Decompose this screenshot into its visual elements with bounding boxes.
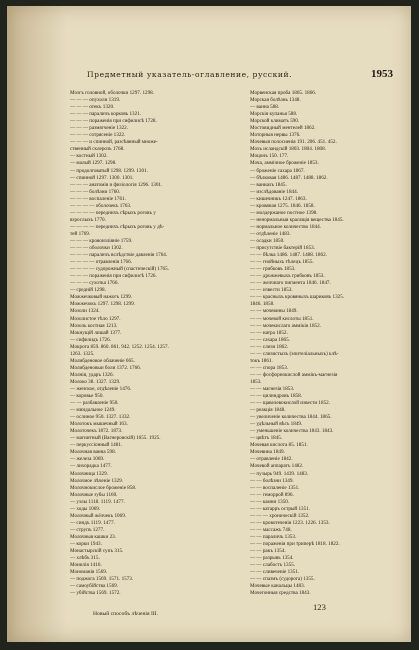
index-entry: — молдержаное постное 1398.	[250, 209, 318, 216]
index-entry: — кишечникъ 1247. 1863.	[250, 195, 307, 202]
index-entry: — поджога 1569. 1571. 1573.	[70, 576, 134, 583]
index-entry: — костный 1302.	[70, 153, 108, 160]
index-entry: — — извести 1853.	[250, 287, 293, 294]
index-entry: — — — — переднихъ сѣрыхъ роговъ у	[70, 209, 156, 216]
index-entry: Можжечковый нажогъ 1299.	[70, 294, 133, 301]
index-entry: — синдъ 1119. 1477.	[70, 519, 115, 526]
index-entry: — — — оболочки 1302.	[70, 245, 123, 252]
index-entry: — — мочевой кислоты 1851.	[250, 315, 314, 322]
index-entry: — коровье 950.	[70, 393, 104, 400]
index-entry: Морской климатъ 590.	[250, 118, 300, 125]
index-entry: — — сливеченіе 1351.	[250, 569, 300, 576]
index-entry: — — мочекислаго аммікія 1852.	[250, 322, 321, 329]
index-entry: — — — воспаленіе 1761.	[70, 195, 126, 202]
index-entry: — — — размягченіе 1322.	[70, 125, 128, 132]
index-entry: — — гнойныхъ тѣлецъ 1855.	[250, 259, 314, 266]
index-entry: Моторныя нервы 1376.	[250, 132, 301, 139]
index-entry: — — — и спинной, разсѣянный множе-	[70, 139, 158, 146]
index-entry: Мочевая кислота 85. 1851.	[250, 442, 308, 449]
index-entry: Морская болѣзнь 1348.	[250, 97, 301, 104]
index-entry: — — разрывъ 1354.	[250, 555, 294, 562]
index-entry: Мочевые канальцы 1483.	[250, 583, 305, 590]
index-entry: — — — сотрясеніе 1322.	[70, 132, 126, 139]
index-entry: — — кровотеченія 1223. 1226. 1353.	[250, 519, 330, 526]
index-entry: — ванна 588.	[250, 104, 280, 111]
index-entry: — хлѣбъ 315.	[70, 555, 100, 562]
index-entry: — — — отекъ 1320.	[70, 104, 115, 111]
index-entry: — — — параличъ корковъ 1321.	[70, 111, 142, 118]
index-entry: — спинной 1297. 1300. 1301.	[70, 174, 134, 181]
index-entry: — узлы 1118. 1119. 1477.	[70, 498, 125, 505]
page-header	[7, 68, 411, 84]
index-entry: — миндальное 1249.	[70, 407, 116, 414]
index-entry: — присутствіе бактерій 1853.	[250, 245, 315, 252]
index-entry: Мокнущій лишай 1377.	[70, 329, 122, 336]
index-entry: — — — — судорожный (спастическій) 1765.	[70, 266, 169, 273]
index-entry: — — — болѣзни 1760.	[70, 188, 121, 195]
index-entry: — — — опухоли 1319.	[70, 97, 121, 104]
index-entry: — — — параличъ вслѣдствіе давленія 1764.	[70, 252, 168, 259]
index-entry: — броженіе сахара 1867.	[250, 167, 305, 174]
index-entry: токъ 1861.	[250, 357, 273, 364]
index-entry: — — мочевины 1849.	[250, 308, 298, 315]
index-entry: — — — — переднихъ сѣрыхъ роговъ у дѣ-	[70, 223, 165, 230]
index-entry: — реакція 1848.	[250, 407, 286, 414]
index-entry: — — цилиндровъ 1858.	[250, 393, 302, 400]
index-entry: — перкуссіонный 1481.	[70, 442, 123, 449]
index-entry: Молоко 38. 1327. 1329.	[70, 378, 121, 385]
index-entry: — отравленіе 1842.	[250, 456, 293, 463]
index-entry: — — желчнаго пигмента 1846. 1847.	[250, 280, 331, 287]
index-entry: Морвенская проба 1865. 1866.	[250, 90, 317, 96]
index-entry: Мономанія 1569.	[70, 569, 108, 576]
index-entry: Моцонъ 150. 177.	[250, 153, 289, 160]
index-entry: — лихорадка 1477.	[70, 463, 112, 470]
index-entry: — — разбавленіе 950.	[70, 400, 119, 407]
index-entry: — — — пораженія при сифилисѣ 1728.	[70, 118, 157, 125]
index-entry: Мокрота 859. 860. 861. 942. 1252. 1254. 1257.	[70, 343, 169, 350]
index-entry: 1846. 1858.	[250, 301, 275, 308]
footer-page-number: 123	[313, 602, 326, 612]
index-entry: — пузырь 949. 1439. 1483.	[250, 470, 309, 477]
index-entry: — цвѣтъ 1845.	[250, 435, 283, 442]
index-entry: — — камни 1350.	[250, 498, 290, 505]
index-entry: — убійства 1569. 1572.	[70, 590, 121, 597]
index-entry: — железа 1069.	[70, 456, 105, 463]
index-entry: Молочнокислое броженіе 858.	[70, 484, 137, 491]
index-entry: — — бѣлка 1486. 1487. 1488. 1862.	[250, 252, 327, 259]
index-column-left	[70, 90, 238, 597]
book-page	[7, 6, 411, 642]
index-entry: — — дрожжевыхъ грибковъ 1853.	[250, 273, 325, 280]
index-entry: — — пораженія при триперѣ 1818. 1822.	[250, 541, 340, 547]
index-entry: — — — сухотка 1766.	[70, 280, 119, 287]
index-entry: 1853.	[250, 378, 262, 385]
index-entry: — — натра 1852.	[250, 329, 288, 336]
index-entry: — — спора 1853.	[250, 364, 289, 371]
index-entry: тей 1769.	[70, 230, 91, 237]
index-entry: — сифилидъ 1726.	[70, 336, 111, 343]
footer-signature: Новый способъ лѣченія III.	[93, 611, 158, 617]
index-entry: Мочевина 1849.	[250, 449, 285, 456]
index-entry: Моча, аммічное броженіе 1853.	[250, 160, 319, 167]
index-entry: — изслѣдованіе 1844.	[250, 188, 298, 195]
index-entry: — — спазмъ (судорога) 1355.	[250, 576, 315, 583]
index-entry: Мозоли 1324.	[70, 308, 100, 315]
index-entry: — — — — оболочекъ 1763.	[70, 202, 132, 209]
index-entry: Молотокъ мышечный 163.	[70, 421, 128, 428]
index-entry: — — — пораженія при сифилисѣ 1726.	[70, 273, 157, 280]
index-entry: — — слизи 1862.	[250, 343, 289, 350]
index-entry: Морскія купанья 588.	[250, 111, 298, 118]
index-entry: — средній 1298.	[70, 287, 106, 294]
index-entry: — — слабость 1355.	[250, 562, 296, 569]
index-entry: — магнитный (Вагнеровскій) 1655. 1925.	[70, 435, 161, 442]
index-entry: Мозгъ головной, оболочки 1297. 1298.	[70, 90, 155, 96]
index-entry: — кровяная 1275. 1846. 1858.	[250, 202, 315, 209]
index-column-right	[250, 90, 410, 597]
index-entry: — корки 1943.	[70, 541, 102, 547]
index-entry: — — геморрой 896.	[250, 491, 294, 498]
index-entry: Монастырскій супъ 315.	[70, 548, 124, 555]
index-entry: Мохъ исландскій 1803. 1804. 1808.	[250, 146, 326, 153]
index-entry: — — параличъ 1353.	[250, 533, 297, 540]
index-entry: Молочный жёлчекъ 1069.	[70, 512, 127, 519]
index-entry: — ваннахъ 1845.	[250, 181, 287, 188]
index-entry: 1263. 1325.	[70, 350, 95, 357]
index-entry: — увеличеніе количества 1844. 1865.	[250, 414, 332, 421]
index-entry: Мочегонныя средства 1843.	[250, 590, 311, 597]
index-entry: — — сахара 1865.	[250, 336, 290, 343]
index-entry: — ослиное 950. 1327. 1332.	[70, 414, 131, 421]
index-entry: — женское, отдѣленіе 1476.	[70, 385, 132, 392]
index-entry: — — болѣзни 1349.	[250, 477, 294, 484]
index-entry: Мостовидный ментелей 1862.	[250, 125, 316, 132]
index-entry: Мочевой аппаратъ 1482.	[250, 463, 304, 470]
index-entry: — — красныхъ кровяныхъ шариковъ 1325.	[250, 294, 345, 301]
index-entry: — — — хроническій 1352.	[250, 512, 310, 519]
header-page-number: 1953	[371, 68, 393, 80]
index-entry: Молочная ванна 598.	[70, 449, 116, 456]
index-entry: — струпъ 1277.	[70, 526, 105, 533]
index-entry: Можжечокъ 1297. 1298. 1299.	[70, 301, 135, 308]
index-entry: — отдѣленіе 1483.	[250, 230, 291, 237]
index-entry: — — слизистыхъ (эпителіальныхъ) клѣ-	[250, 350, 339, 357]
index-entry: — уменьшеніе количества 1843. 1843.	[250, 428, 334, 435]
index-entry: — бѣлковая 1486. 1487. 1488. 1862.	[250, 174, 328, 181]
index-entry: Молочные зубы 1160.	[70, 491, 118, 498]
index-entry: Мозолистое тѣло 1297.	[70, 315, 121, 322]
index-entry: — нормальное количество 1844.	[250, 223, 322, 230]
index-entry: — — катарръ острый 1351.	[250, 505, 311, 512]
header-title: Предметный указатель-оглавление, русский.	[87, 70, 293, 79]
index-entry: — осадки 1850.	[250, 237, 285, 244]
index-entry: — — грибковъ 1853.	[250, 266, 296, 273]
index-entry: Монилія 1416.	[70, 562, 102, 569]
index-entry: — ненормальныя красящія вещества 1845.	[250, 216, 344, 223]
index-entry: Молочное лѣченіе 1329.	[70, 477, 124, 484]
index-entry: Молнія, ударъ 1326.	[70, 371, 114, 378]
index-entry: — — фосфорнокислой аммікъ-магнезія	[250, 371, 338, 378]
index-entry: Молочныя кашки 23.	[70, 533, 117, 540]
index-entry: — — щавелевокислой извести 1852.	[250, 400, 331, 407]
index-entry: Молибденовыи боли 1372. 1766.	[70, 364, 142, 371]
index-entry: — малый 1297. 1298.	[70, 160, 117, 167]
index-entry: Молочница 1329.	[70, 470, 108, 477]
index-entry: — — ракъ 1354.	[250, 548, 286, 555]
index-entry: — самоубійства 1569.	[70, 583, 118, 590]
page-edge-shadow	[7, 6, 67, 642]
index-entry: — — воспаленіе 1351.	[250, 484, 300, 491]
index-entry: Мозоль костная 1213.	[70, 322, 118, 329]
index-entry: — удѣльный вѣсъ 1849.	[250, 421, 303, 428]
index-entry: Мочевыя полосиенія 191. 206. 451. 452.	[250, 139, 337, 146]
index-entry: взрослыхъ 1770.	[70, 216, 106, 223]
index-entry: ственный склерозъ 1768.	[70, 146, 125, 153]
index-entry: — — — — отравленія 1766.	[70, 259, 132, 266]
index-entry: — ходы 1069.	[70, 505, 101, 512]
index-entry: — — массажъ 748.	[250, 526, 292, 533]
index-entry: Молибденовое облаченіе 665.	[70, 357, 135, 364]
index-entry: — — — анатомія и физіологія 1296. 1301.	[70, 181, 163, 188]
index-entry: — — магнезія 1853.	[250, 385, 295, 392]
index-entry: Молоточекъ 1872. 1873.	[70, 428, 123, 435]
index-entry: — — — кровоизліяніе 1759.	[70, 237, 133, 244]
index-entry: — продолговатый 1298. 1299. 1301.	[70, 167, 148, 174]
